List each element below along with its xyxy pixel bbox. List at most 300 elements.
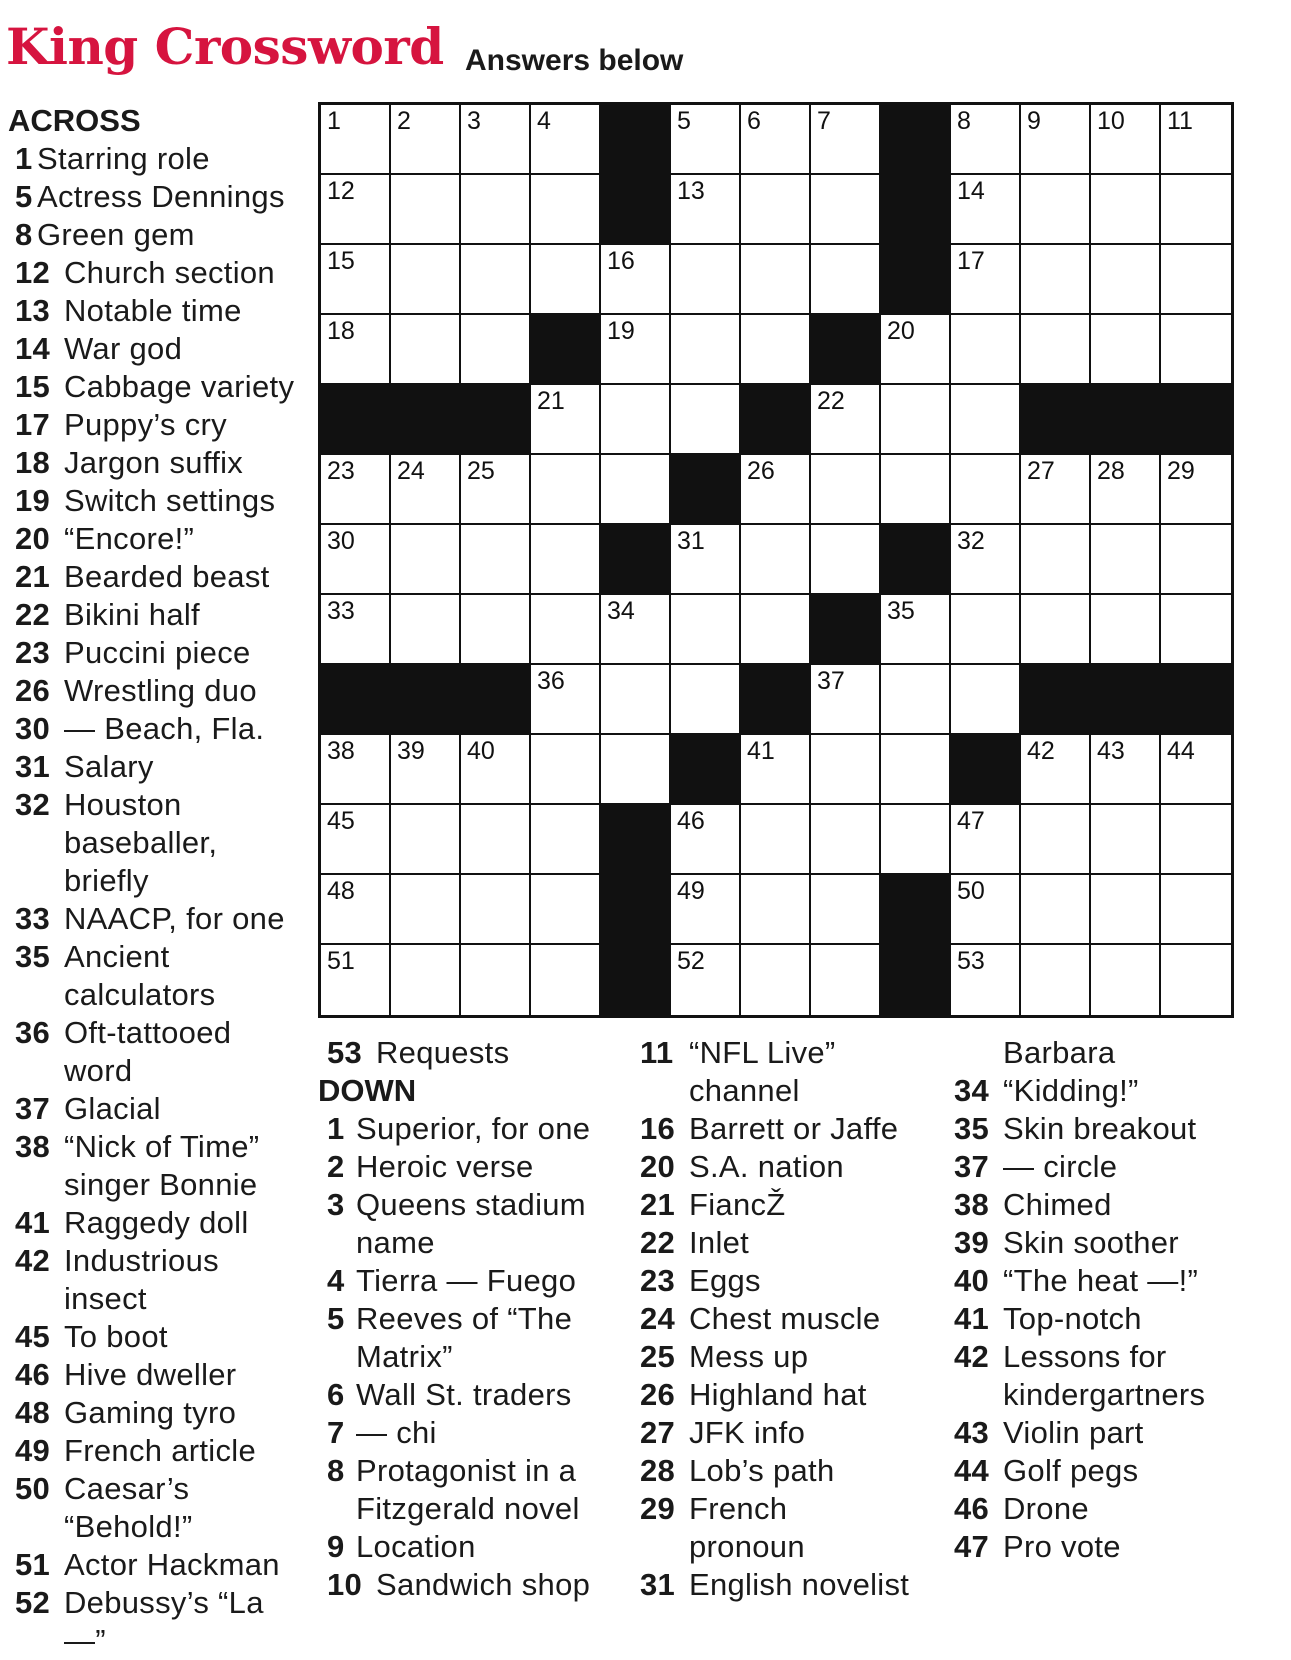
clue-text: Notable time xyxy=(64,293,242,328)
clue-text: Puccini piece xyxy=(64,635,251,670)
clue-text: Gaming tyro xyxy=(64,1395,237,1430)
grid-cell[interactable] xyxy=(811,875,881,945)
clue xyxy=(8,558,303,596)
grid-cell[interactable] xyxy=(601,385,671,455)
grid-cell[interactable] xyxy=(811,945,881,1015)
grid-cell[interactable] xyxy=(811,665,881,735)
grid-cell[interactable] xyxy=(461,525,531,595)
clue-number: 22 xyxy=(640,1225,676,1260)
clue-text: Barrett or Jaffe xyxy=(689,1111,899,1146)
cell-number: 52 xyxy=(677,947,705,975)
clue xyxy=(946,1490,1236,1528)
clue-text: JFK info xyxy=(689,1415,806,1450)
grid-cell[interactable] xyxy=(601,315,671,385)
grid-cell[interactable] xyxy=(461,945,531,1015)
cell-number: 49 xyxy=(677,877,705,905)
black-cell xyxy=(811,595,881,665)
grid-cell[interactable] xyxy=(1091,875,1161,945)
grid-cell[interactable] xyxy=(531,595,601,665)
grid-cell[interactable] xyxy=(461,595,531,665)
grid-cell[interactable] xyxy=(601,245,671,315)
grid-cell[interactable] xyxy=(741,735,811,805)
clue-number: 5 xyxy=(15,179,33,214)
grid-cell[interactable] xyxy=(951,875,1021,945)
cell-number: 41 xyxy=(747,737,775,765)
clue-number: 36 xyxy=(15,1015,51,1050)
grid-cell[interactable] xyxy=(881,805,951,875)
grid-cell[interactable] xyxy=(1091,105,1161,175)
grid-cell[interactable] xyxy=(531,945,601,1015)
clue-text: channel xyxy=(689,1073,800,1108)
clue-text: Jargon suffix xyxy=(64,445,244,480)
grid-cell[interactable] xyxy=(461,315,531,385)
grid-cell[interactable] xyxy=(881,385,951,455)
grid-cell[interactable] xyxy=(321,805,391,875)
clue-text: “Kidding!” xyxy=(1003,1073,1139,1108)
clue-text: Location xyxy=(356,1529,476,1564)
clue-text: English novelist xyxy=(689,1567,910,1602)
clue-text: Starring role xyxy=(37,141,210,176)
grid-cell[interactable] xyxy=(321,105,391,175)
grid-cell[interactable] xyxy=(671,245,741,315)
clue-text: Mess up xyxy=(689,1339,809,1374)
clue xyxy=(8,330,303,368)
grid-cell[interactable] xyxy=(391,245,461,315)
cell-number: 30 xyxy=(327,527,355,555)
grid-cell[interactable] xyxy=(391,735,461,805)
clue-number: 1 xyxy=(15,141,33,176)
clue-number: 53 xyxy=(327,1035,363,1070)
grid-cell[interactable] xyxy=(391,175,461,245)
cell-number: 36 xyxy=(537,667,565,695)
black-cell xyxy=(881,245,951,315)
grid-cell[interactable] xyxy=(531,805,601,875)
black-cell xyxy=(741,385,811,455)
grid-cell[interactable] xyxy=(671,385,741,455)
clue xyxy=(8,786,303,824)
clue-number: 6 xyxy=(327,1377,345,1412)
grid-cell[interactable] xyxy=(391,105,461,175)
grid-cell[interactable] xyxy=(811,805,881,875)
grid-cell[interactable] xyxy=(1161,735,1231,805)
clue xyxy=(318,1566,633,1604)
grid-cell[interactable] xyxy=(671,525,741,595)
grid-cell[interactable] xyxy=(1021,455,1091,525)
grid-cell[interactable] xyxy=(601,665,671,735)
grid-cell[interactable] xyxy=(321,175,391,245)
cell-number: 40 xyxy=(467,737,495,765)
clue-text: Lessons for xyxy=(1003,1339,1167,1374)
grid-cell[interactable] xyxy=(671,175,741,245)
clue-text: singer Bonnie xyxy=(64,1167,258,1202)
clue-number: 26 xyxy=(640,1377,676,1412)
clue-number: 32 xyxy=(15,787,51,822)
clue-number: 1 xyxy=(327,1111,345,1146)
grid-cell[interactable] xyxy=(1021,525,1091,595)
clue xyxy=(946,1148,1236,1186)
grid-cell[interactable] xyxy=(391,455,461,525)
grid-cell[interactable] xyxy=(881,595,951,665)
grid-cell[interactable] xyxy=(391,595,461,665)
clue xyxy=(8,254,303,292)
clue-text: Chimed xyxy=(1003,1187,1112,1222)
clue-text: Switch settings xyxy=(64,483,276,518)
grid-cell[interactable] xyxy=(1161,875,1231,945)
clue-number: 2 xyxy=(327,1149,345,1184)
cell-number: 45 xyxy=(327,807,355,835)
grid-cell[interactable] xyxy=(811,175,881,245)
grid-cell[interactable] xyxy=(811,385,881,455)
black-cell xyxy=(811,315,881,385)
clue-text: insect xyxy=(64,1281,147,1316)
clue-text: baseballer, briefly xyxy=(64,825,218,898)
grid-cell[interactable] xyxy=(1021,735,1091,805)
grid-cell[interactable] xyxy=(671,595,741,665)
clue-text: Protagonist in a xyxy=(356,1453,577,1488)
black-cell xyxy=(1091,665,1161,735)
grid-cell[interactable] xyxy=(531,455,601,525)
clue-text: Violin part xyxy=(1003,1415,1144,1450)
grid-cell[interactable] xyxy=(1161,245,1231,315)
grid-cell[interactable] xyxy=(321,595,391,665)
grid-cell[interactable] xyxy=(461,455,531,525)
clue xyxy=(632,1186,952,1224)
clue xyxy=(318,1300,633,1338)
clue-text: Matrix” xyxy=(356,1339,453,1374)
black-cell xyxy=(881,175,951,245)
cell-number: 48 xyxy=(327,877,355,905)
grid-cell[interactable] xyxy=(531,665,601,735)
clue xyxy=(8,368,303,406)
grid-cell[interactable] xyxy=(1161,525,1231,595)
cell-number: 28 xyxy=(1097,457,1125,485)
cell-number: 47 xyxy=(957,807,985,835)
black-cell xyxy=(531,315,601,385)
grid-cell[interactable] xyxy=(531,385,601,455)
clue xyxy=(318,1452,633,1490)
clue-text: Golf pegs xyxy=(1003,1453,1139,1488)
clue-number: 49 xyxy=(15,1433,51,1468)
grid-cell[interactable] xyxy=(321,455,391,525)
grid-cell[interactable] xyxy=(741,455,811,525)
grid-cell[interactable] xyxy=(951,455,1021,525)
grid-cell[interactable] xyxy=(741,525,811,595)
grid-cell[interactable] xyxy=(671,875,741,945)
grid-cell[interactable] xyxy=(811,455,881,525)
clue-number: 37 xyxy=(954,1149,990,1184)
grid-cell[interactable] xyxy=(1161,805,1231,875)
cell-number: 21 xyxy=(537,387,565,415)
clue-text: War god xyxy=(64,331,183,366)
clue-continuation xyxy=(8,1508,303,1546)
black-cell xyxy=(951,735,1021,805)
clue-number: 41 xyxy=(954,1301,990,1336)
clue-number: 40 xyxy=(954,1263,990,1298)
clue xyxy=(8,520,303,558)
clue xyxy=(8,1394,303,1432)
clue-number: 7 xyxy=(327,1415,345,1450)
clue xyxy=(318,1262,633,1300)
grid-cell[interactable] xyxy=(1021,245,1091,315)
grid-cell[interactable] xyxy=(1091,315,1161,385)
clue-text: French xyxy=(689,1491,788,1526)
grid-cell[interactable] xyxy=(531,105,601,175)
grid-cell[interactable] xyxy=(531,245,601,315)
clue-number: 21 xyxy=(15,559,51,594)
clue-number: 20 xyxy=(15,521,51,556)
clue-number: 27 xyxy=(640,1415,676,1450)
cell-number: 19 xyxy=(607,317,635,345)
grid-cell[interactable] xyxy=(671,665,741,735)
clue-text: Wall St. traders xyxy=(356,1377,572,1412)
grid-cell[interactable] xyxy=(881,735,951,805)
grid-cell[interactable] xyxy=(601,735,671,805)
clue-text: Bearded beast xyxy=(64,559,270,594)
clue-number: 38 xyxy=(15,1129,51,1164)
grid-cell[interactable] xyxy=(321,945,391,1015)
clue xyxy=(8,1090,303,1128)
cell-number: 35 xyxy=(887,597,915,625)
clue-number: 42 xyxy=(15,1243,51,1278)
clue-number: 42 xyxy=(954,1339,990,1374)
grid-cell[interactable] xyxy=(1021,805,1091,875)
clue-continuation xyxy=(318,1490,633,1528)
grid-cell[interactable] xyxy=(881,455,951,525)
clue-text: Church section xyxy=(64,255,275,290)
grid-cell[interactable] xyxy=(1161,175,1231,245)
grid-cell[interactable] xyxy=(1161,595,1231,665)
clue xyxy=(8,1128,303,1166)
clue-number: 3 xyxy=(327,1187,345,1222)
grid-cell[interactable] xyxy=(1021,315,1091,385)
cell-number: 33 xyxy=(327,597,355,625)
clue-number: 45 xyxy=(15,1319,51,1354)
grid-cell[interactable] xyxy=(1091,595,1161,665)
grid-cell[interactable] xyxy=(811,735,881,805)
grid-cell[interactable] xyxy=(951,595,1021,665)
grid-cell[interactable] xyxy=(601,595,671,665)
grid-cell[interactable] xyxy=(321,245,391,315)
grid-cell[interactable] xyxy=(1091,455,1161,525)
grid-cell[interactable] xyxy=(951,315,1021,385)
grid-cell[interactable] xyxy=(811,245,881,315)
clue xyxy=(8,938,303,976)
grid-cell[interactable] xyxy=(1021,105,1091,175)
cell-number: 6 xyxy=(747,107,761,135)
black-cell xyxy=(461,665,531,735)
clue xyxy=(8,444,303,482)
grid-cell[interactable] xyxy=(741,595,811,665)
grid-cell[interactable] xyxy=(741,105,811,175)
clue xyxy=(318,1148,633,1186)
grid-cell[interactable] xyxy=(391,525,461,595)
grid-cell[interactable] xyxy=(741,175,811,245)
clue xyxy=(946,1262,1236,1300)
clue-text: “NFL Live” xyxy=(689,1035,836,1070)
grid-cell[interactable] xyxy=(671,315,741,385)
grid-cell[interactable] xyxy=(321,735,391,805)
clue xyxy=(8,1242,303,1280)
clue-number: 39 xyxy=(954,1225,990,1260)
black-cell xyxy=(391,385,461,455)
clue-number: 10 xyxy=(327,1567,363,1602)
clue-text: Lob’s path xyxy=(689,1453,835,1488)
grid-cell[interactable] xyxy=(881,665,951,735)
grid-cell[interactable] xyxy=(951,945,1021,1015)
black-cell xyxy=(601,805,671,875)
grid-cell[interactable] xyxy=(1021,945,1091,1015)
clue-number: 13 xyxy=(15,293,51,328)
grid-cell[interactable] xyxy=(1091,245,1161,315)
grid-cell[interactable] xyxy=(391,805,461,875)
grid-cell[interactable] xyxy=(811,105,881,175)
clue-number: 24 xyxy=(640,1301,676,1336)
grid-cell[interactable] xyxy=(1021,875,1091,945)
grid-cell[interactable] xyxy=(811,525,881,595)
cell-number: 7 xyxy=(817,107,831,135)
clue-text: Cabbage variety xyxy=(64,369,295,404)
grid-cell[interactable] xyxy=(671,105,741,175)
grid-cell[interactable] xyxy=(1091,525,1161,595)
grid-cell[interactable] xyxy=(531,525,601,595)
grid-cell[interactable] xyxy=(461,735,531,805)
cell-number: 2 xyxy=(397,107,411,135)
grid-cell[interactable] xyxy=(1091,945,1161,1015)
clue xyxy=(946,1528,1236,1566)
grid-cell[interactable] xyxy=(881,315,951,385)
cell-number: 38 xyxy=(327,737,355,765)
cell-number: 26 xyxy=(747,457,775,485)
clue xyxy=(8,216,303,254)
grid-cell[interactable] xyxy=(461,875,531,945)
clue-text: Reeves of “The xyxy=(356,1301,573,1336)
cell-number: 20 xyxy=(887,317,915,345)
clue-continuation xyxy=(632,1528,952,1566)
clue-text: Wrestling duo xyxy=(64,673,257,708)
clue-text: Eggs xyxy=(689,1263,761,1298)
grid-cell[interactable] xyxy=(531,875,601,945)
grid-cell[interactable] xyxy=(531,175,601,245)
clue-number: 9 xyxy=(327,1529,345,1564)
grid-cell[interactable] xyxy=(1021,175,1091,245)
grid-cell[interactable] xyxy=(1161,455,1231,525)
grid-cell[interactable] xyxy=(951,805,1021,875)
grid-cell[interactable] xyxy=(741,805,811,875)
grid-cell[interactable] xyxy=(671,805,741,875)
grid-cell[interactable] xyxy=(391,945,461,1015)
clue-number: 51 xyxy=(15,1547,51,1582)
black-cell xyxy=(1161,665,1231,735)
clue-text: French article xyxy=(64,1433,256,1468)
clue xyxy=(318,1414,633,1452)
grid-cell[interactable] xyxy=(391,875,461,945)
grid-cell[interactable] xyxy=(951,245,1021,315)
grid-cell[interactable] xyxy=(741,875,811,945)
grid-cell[interactable] xyxy=(741,945,811,1015)
grid-cell[interactable] xyxy=(1091,175,1161,245)
clue-continuation xyxy=(8,976,303,1014)
cell-number: 3 xyxy=(467,107,481,135)
cell-number: 37 xyxy=(817,667,845,695)
clue xyxy=(946,1186,1236,1224)
grid-cell[interactable] xyxy=(951,105,1021,175)
clue-number: 41 xyxy=(15,1205,51,1240)
clue-text: Industrious xyxy=(64,1243,219,1278)
grid-cell[interactable] xyxy=(601,455,671,525)
clue-number: 21 xyxy=(640,1187,676,1222)
black-cell xyxy=(881,945,951,1015)
grid-cell[interactable] xyxy=(321,525,391,595)
down-clues-column-2 xyxy=(632,1034,952,1604)
cell-number: 1 xyxy=(327,107,341,135)
clue-number: 31 xyxy=(640,1567,676,1602)
clue xyxy=(632,1376,952,1414)
clue-text: “The heat —!” xyxy=(1003,1263,1199,1298)
clue xyxy=(632,1414,952,1452)
grid-cell[interactable] xyxy=(1161,945,1231,1015)
clue-text: calculators xyxy=(64,977,216,1012)
grid-cell[interactable] xyxy=(951,665,1021,735)
clue-continuation xyxy=(318,1338,633,1376)
clue-number: 52 xyxy=(15,1585,51,1620)
grid-cell[interactable] xyxy=(741,315,811,385)
grid-cell[interactable] xyxy=(951,525,1021,595)
grid-cell[interactable] xyxy=(321,315,391,385)
cell-number: 29 xyxy=(1167,457,1195,485)
grid-cell[interactable] xyxy=(951,385,1021,455)
grid-cell[interactable] xyxy=(321,875,391,945)
grid-cell[interactable] xyxy=(1091,805,1161,875)
cell-number: 13 xyxy=(677,177,705,205)
clue-text: word xyxy=(64,1053,133,1088)
grid-cell[interactable] xyxy=(461,105,531,175)
grid-cell[interactable] xyxy=(391,315,461,385)
clue-text: name xyxy=(356,1225,435,1260)
grid-cell[interactable] xyxy=(671,945,741,1015)
grid-cell[interactable] xyxy=(741,245,811,315)
clue-number: 34 xyxy=(954,1073,990,1108)
clue-text: Queens stadium xyxy=(356,1187,586,1222)
grid-cell[interactable] xyxy=(461,175,531,245)
black-cell xyxy=(601,105,671,175)
clue-text: “Nick of Time” xyxy=(64,1129,260,1164)
clue-text: Hive dweller xyxy=(64,1357,237,1392)
clue xyxy=(8,900,303,938)
clue-number: 8 xyxy=(15,217,33,252)
clue xyxy=(8,1584,303,1622)
clue-text: Glacial xyxy=(64,1091,161,1126)
grid-cell[interactable] xyxy=(1091,735,1161,805)
clue-text: Ancient xyxy=(64,939,170,974)
grid-cell[interactable] xyxy=(1021,595,1091,665)
down-clues-column-3 xyxy=(946,1034,1236,1566)
grid-cell[interactable] xyxy=(1161,315,1231,385)
grid-cell[interactable] xyxy=(1161,105,1231,175)
clue-text: Houston xyxy=(64,787,182,822)
grid-cell[interactable] xyxy=(531,735,601,805)
grid-cell[interactable] xyxy=(461,805,531,875)
clue-text: — circle xyxy=(1003,1149,1118,1184)
clue-number: 37 xyxy=(15,1091,51,1126)
grid-cell[interactable] xyxy=(951,175,1021,245)
grid-cell[interactable] xyxy=(461,245,531,315)
cell-number: 11 xyxy=(1167,107,1193,135)
clue-number: 38 xyxy=(954,1187,990,1222)
clue xyxy=(8,1014,303,1052)
clue-continuation xyxy=(946,1034,1236,1072)
clue xyxy=(8,1432,303,1470)
clue xyxy=(632,1300,952,1338)
